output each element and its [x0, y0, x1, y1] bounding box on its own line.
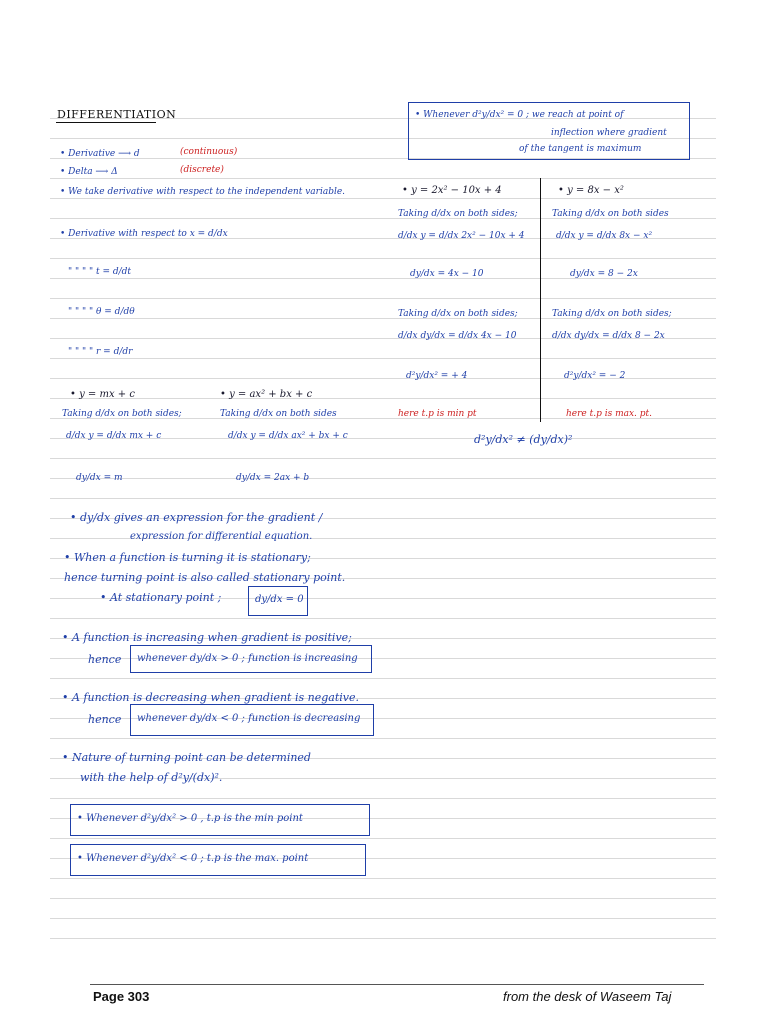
example2-result: dy/dx = 2ax + b: [236, 473, 310, 483]
derivative-t-line: " " " " t = d/dt: [68, 267, 132, 277]
exampleB-result-2: d²y/dx² = − 2: [564, 371, 626, 381]
ruled-line: [50, 878, 716, 879]
inflection-box: [408, 102, 690, 160]
title-underline: [56, 122, 156, 123]
page-title: DIFFERENTIATION: [57, 108, 177, 121]
max-point-box: [70, 844, 366, 876]
ruled-line: [50, 618, 716, 619]
second-derivative-inequality: d²y/dx² ≠ (dy/dx)²: [474, 433, 573, 446]
exampleB-note: here t.p is max. pt.: [566, 409, 653, 419]
min-point-text: • Whenever d²y/dx² > 0 , t.p is the min point: [77, 813, 303, 824]
exampleA-equation-2: d/dx dy/dx = d/dx 4x − 10: [398, 331, 517, 341]
author-credit: from the desk of Waseem Taj: [503, 989, 672, 1004]
ruled-line: [50, 898, 716, 899]
example2-heading: • y = ax² + bx + c: [220, 389, 313, 400]
ruled-line: [50, 178, 716, 179]
ruled-line: [50, 918, 716, 919]
gradient-line-2: expression for differential equation.: [130, 531, 313, 542]
decreasing-box-text: whenever dy/dx < 0 ; function is decreasing: [137, 713, 361, 724]
stationary-line-2: hence turning point is also called stationary point.: [64, 571, 346, 584]
gradient-line-1: • dy/dx gives an expression for the gradient /: [70, 511, 323, 524]
decreasing-box: [130, 704, 374, 736]
footer-divider: [90, 984, 704, 985]
ruled-line: [50, 678, 716, 679]
exampleA-taking-2: Taking d/dx on both sides;: [398, 309, 518, 319]
ruled-line: [50, 198, 716, 199]
exampleA-taking-1: Taking d/dx on both sides;: [398, 209, 518, 219]
inflection-line-1: • Whenever d²y/dx² = 0 ; we reach at point of: [415, 110, 624, 120]
ruled-line: [50, 798, 716, 799]
exampleA-note: here t.p is min pt: [398, 409, 477, 419]
continuous-note: (continuous): [180, 147, 238, 157]
increasing-box-text: whenever dy/dx > 0 ; function is increasing: [137, 653, 358, 664]
stationary-line-1: • When a function is turning it is stationary;: [64, 551, 311, 564]
exampleA-result-2: d²y/dx² = + 4: [406, 371, 468, 381]
max-point-text: • Whenever d²y/dx² < 0 ; t.p is the max. point: [77, 853, 309, 864]
independent-variable-line: • We take derivative with respect to the independent variable.: [60, 187, 346, 197]
ruled-line: [50, 458, 716, 459]
stationary-box: [248, 586, 308, 616]
nature-line-1: • Nature of turning point can be determined: [62, 751, 311, 764]
exampleB-heading: • y = 8x − x²: [558, 185, 624, 196]
inflection-line-2: inflection where gradient: [551, 128, 667, 138]
stationary-box-text: dy/dx = 0: [255, 594, 304, 605]
example1-result: dy/dx = m: [76, 473, 123, 483]
min-point-box: [70, 804, 370, 836]
ruled-line: [50, 838, 716, 839]
example2-equation: d/dx y = d/dx ax² + bx + c: [228, 431, 348, 441]
exampleB-equation-2: d/dx dy/dx = d/dx 8 − 2x: [552, 331, 665, 341]
inflection-line-3: of the tangent is maximum: [519, 144, 642, 154]
exampleB-taking-2: Taking d/dx on both sides;: [552, 309, 672, 319]
increasing-hence: hence: [88, 653, 122, 666]
derivative-r-line: " " " " r = d/dr: [68, 347, 133, 357]
delta-line: • Delta ⟶ Δ: [60, 167, 118, 177]
page-number: Page 303: [93, 989, 150, 1004]
derivative-line: • Derivative ⟶ d: [60, 149, 140, 159]
exampleA-result-1: dy/dx = 4x − 10: [410, 269, 484, 279]
exampleB-taking-1: Taking d/dx on both sides: [552, 209, 669, 219]
decreasing-line-1: • A function is decreasing when gradient is negative.: [62, 691, 359, 704]
ruled-line: [50, 298, 716, 299]
example1-equation: d/dx y = d/dx mx + c: [66, 431, 162, 441]
exampleB-equation-1: d/dx y = d/dx 8x − x²: [556, 231, 653, 241]
example2-taking: Taking d/dx on both sides: [220, 409, 337, 419]
exampleA-heading: • y = 2x² − 10x + 4: [402, 185, 502, 196]
ruled-line: [50, 498, 716, 499]
ruled-line: [50, 478, 716, 479]
increasing-box: [130, 645, 372, 673]
example1-heading: • y = mx + c: [70, 389, 135, 400]
ruled-line: [50, 938, 716, 939]
exampleB-result-1: dy/dx = 8 − 2x: [570, 269, 638, 279]
ruled-line: [50, 398, 716, 399]
example1-taking: Taking d/dx on both sides;: [62, 409, 182, 419]
ruled-line: [50, 358, 716, 359]
derivative-theta-line: " " " " θ = d/dθ: [68, 307, 135, 317]
stationary-line-3: • At stationary point ;: [100, 591, 222, 604]
ruled-line: [50, 258, 716, 259]
derivative-x-line: • Derivative with respect to x = d/dx: [60, 229, 228, 239]
exampleA-equation-1: d/dx y = d/dx 2x² − 10x + 4: [398, 231, 525, 241]
decreasing-hence: hence: [88, 713, 122, 726]
discrete-note: (discrete): [180, 165, 224, 175]
increasing-line-1: • A function is increasing when gradient is positive;: [62, 631, 352, 644]
column-divider: [540, 178, 541, 422]
ruled-line: [50, 738, 716, 739]
nature-line-2: with the help of d²y/(dx)².: [80, 771, 223, 784]
